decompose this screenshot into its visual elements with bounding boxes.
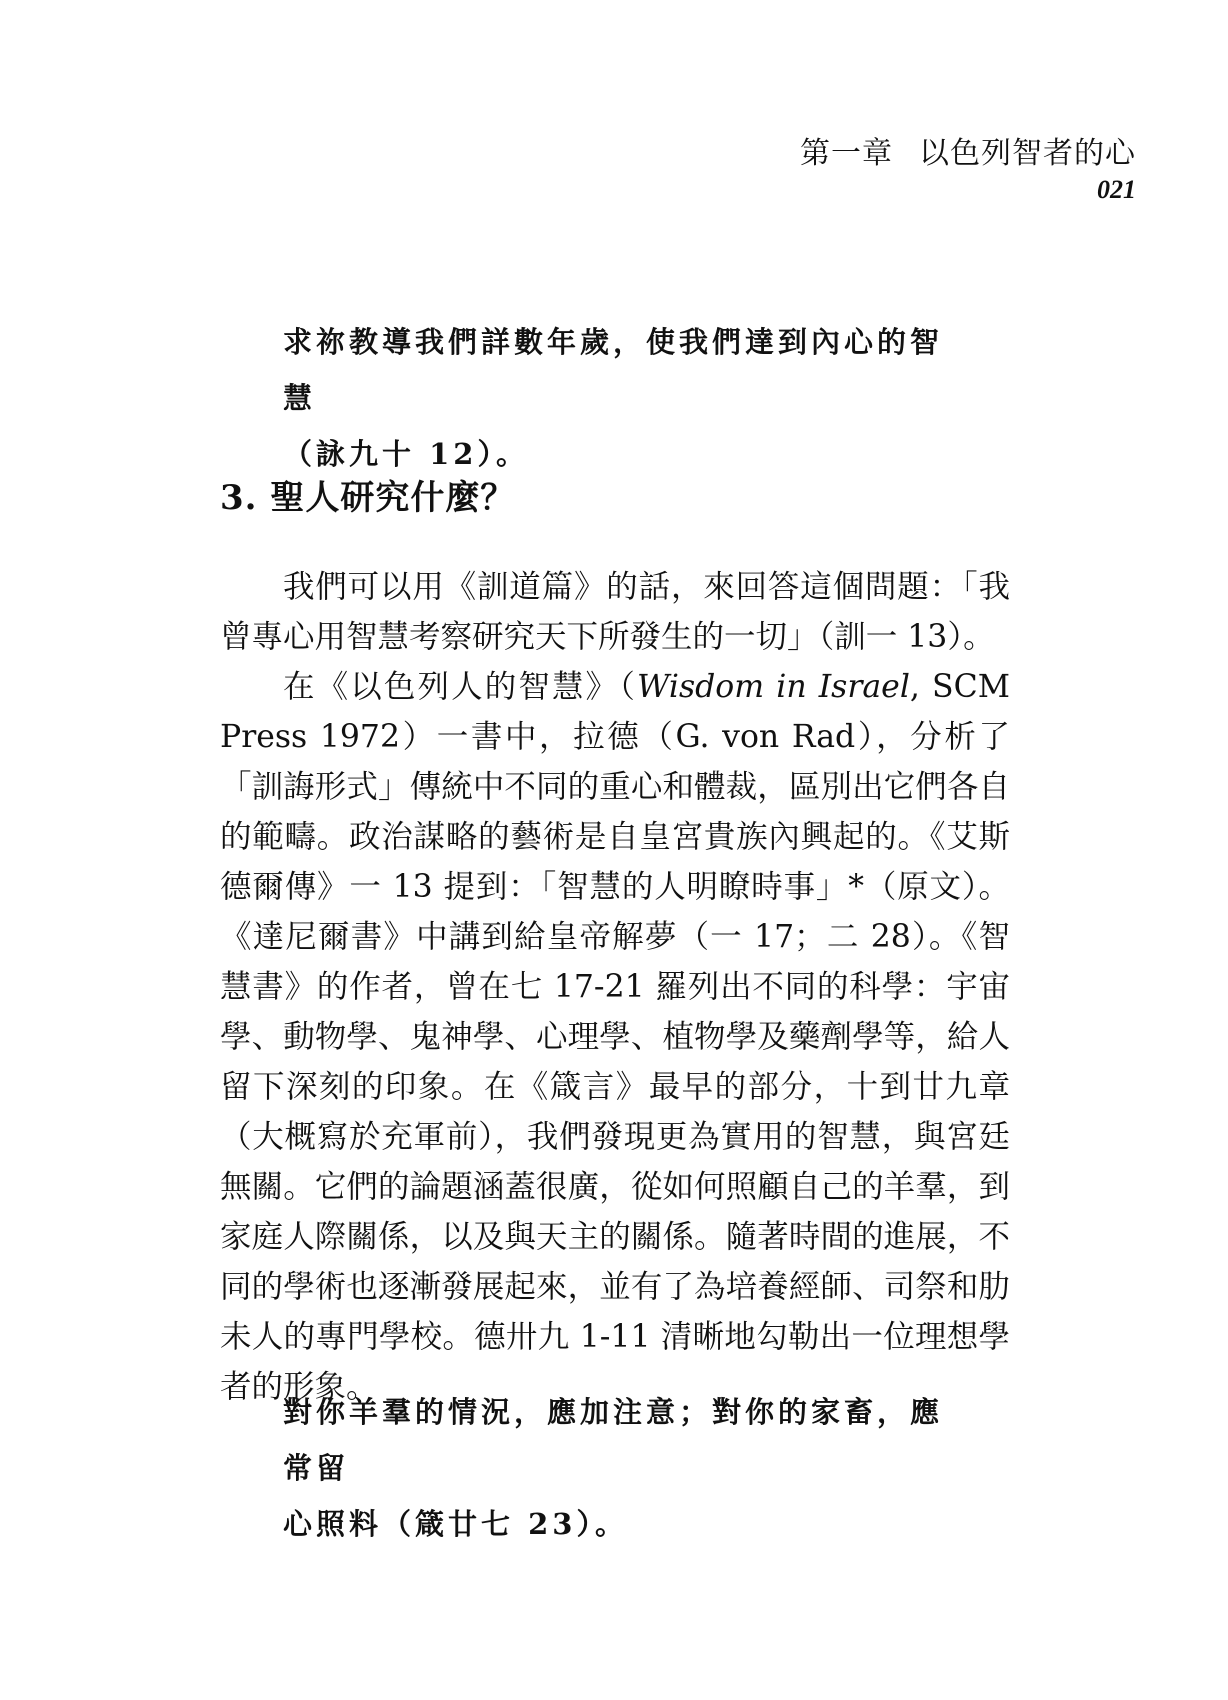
chapter-title [800,134,1136,174]
chapter-number: 第一章 [800,136,893,171]
quote-line: 對你羊羣的情況，應加注意；對你的家畜，應常留 [283,1395,944,1485]
book-title-italic: Wisdom in Israel [637,669,910,705]
body-text [220,562,1010,1412]
chapter-name: 以色列智者的心 [919,136,1136,171]
page-number: 021 [1097,175,1136,204]
paragraph-text: 在《以色列人的智慧》（ [283,669,638,705]
quote-line: （詠九十 12）。 [283,437,529,471]
running-head [800,134,1136,206]
quote-line: 心照料（箴廿七 23）。 [283,1507,628,1541]
paragraph-text: , SCM Press 1972）一書中，拉德（G. von Rad），分析了「訓誨形式」傳統中不同的重心和體裁，區別出它們各自的範疇。政治謀略的藝術是自皇宮貴族內興起的。《艾斯德爾傳》一 13 提到：「智慧的人明瞭時事」*（原文）。《達尼爾書》中講到給皇帝解夢（一 17；二 28）。《智慧書》的作者，曾在七 17-21 羅列出不同的科學：宇宙學、動物學、鬼神學、心理學、植物學及藥劑學等，給人留下深刻的印象。在《箴言》最早的部分，十到廿九章（大概寫於充軍前），我們發現更為實用的智慧，與宮廷無關。它們的論題涵蓋很廣，從如何照顧自己的羊羣，到家庭人際關係，以及與天主的關係。隨著時間的進展，不同的學術也逐漸發展起來，並有了為培養經師、司祭和肋未人的專門學校。德卅九 1-11 清晰地勾勒出一位理想學者的形象。 [220,669,1010,1405]
scripture-quote-proverbs [283,1384,963,1552]
paragraph: 我們可以用《訓道篇》的話，來回答這個問題：「我曾專心用智慧考察研究天下所發生的一切」（訓一 13）。 [220,569,1010,655]
section-heading: 3. 聖人研究什麼？ [220,478,516,518]
paragraph [220,662,1010,1412]
scripture-quote-psalm [283,314,963,482]
quote-line: 求祢教導我們詳數年歲，使我們達到內心的智慧 [283,325,944,415]
